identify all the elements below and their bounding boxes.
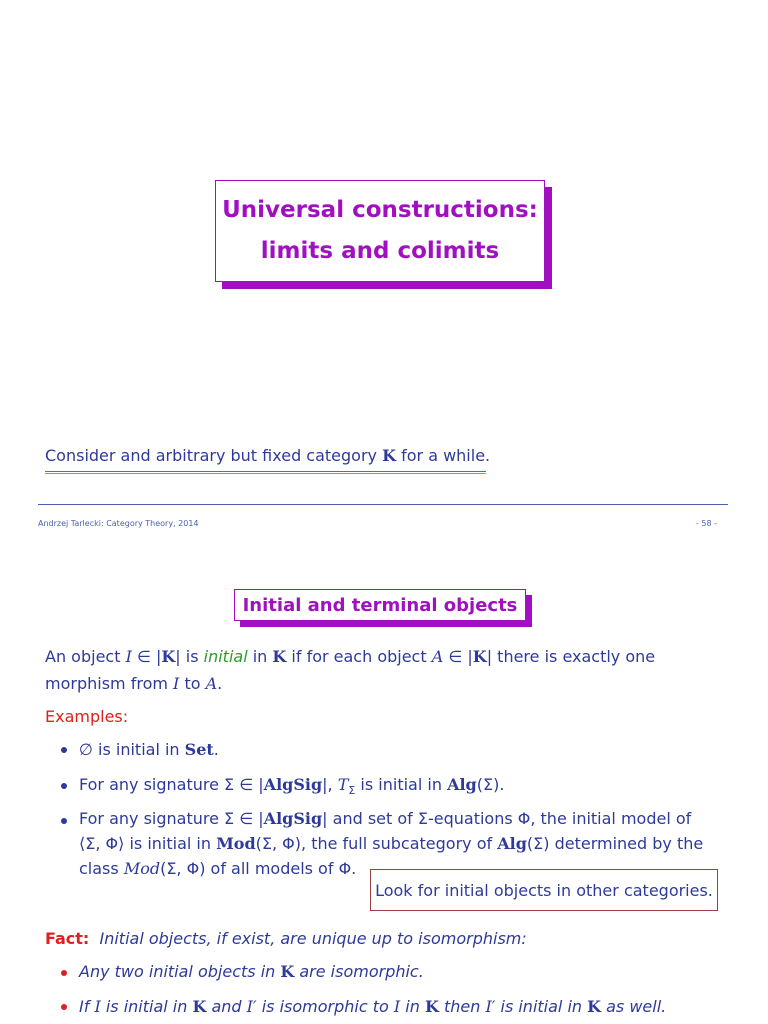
fact2-k: K — [192, 997, 207, 1016]
hint-text: Look for initial objects in other categories. — [375, 880, 713, 900]
def-text: to — [179, 674, 206, 693]
intro-text-a: Consider and arbitrary but fixed category — [45, 446, 383, 465]
fact1-text: Any two initial objects in — [79, 962, 281, 981]
section-title-line-2: limits and colimits — [260, 238, 500, 264]
ex3-text: | and set of Σ-equations Φ, the initial model of — [322, 809, 692, 828]
def-text: . — [217, 674, 223, 693]
def-math-k: K — [161, 647, 176, 666]
ex1-text: . — [213, 740, 219, 759]
example-3-line-2 — [79, 830, 729, 857]
bullet-icon — [60, 782, 68, 790]
ex1-text: ∅ is initial in — [79, 740, 185, 759]
ex2-text: is initial in — [355, 775, 448, 794]
ex2-algsig: AlgSig — [263, 775, 323, 794]
intro-text — [45, 446, 490, 465]
fact2-i-prime: I′ — [485, 997, 496, 1016]
example-2 — [79, 771, 504, 804]
ex3-text: (Σ, Φ), the full subcategory of — [255, 834, 498, 853]
ex3-text: (Σ, Φ) of all models of Φ. — [160, 859, 357, 878]
bullet-icon — [60, 1003, 68, 1011]
fact2-i-prime: I′ — [246, 997, 257, 1016]
fact1-k: K — [280, 962, 295, 981]
def-math-a: A — [205, 674, 218, 693]
footer-page-number: - 58 - — [696, 519, 718, 528]
def-math-a: A — [431, 647, 444, 666]
bullet-icon — [60, 746, 68, 754]
ex3-text: For any signature Σ ∈ | — [79, 809, 264, 828]
footer-author: Andrzej Tarlecki: Category Theory, 2014 — [38, 519, 199, 528]
def-text: if for each object — [286, 647, 432, 666]
definition-line-2 — [45, 670, 735, 697]
ex3-text: class — [79, 859, 124, 878]
fact2-k: K — [587, 997, 602, 1016]
bullet-icon — [60, 969, 68, 977]
ex2-math-t: T — [337, 775, 349, 794]
def-text: An object — [45, 647, 126, 666]
fact2-text: is initial in — [100, 997, 193, 1016]
ex3-mod: Mod — [216, 834, 256, 853]
fact1-text: are isomorphic. — [294, 962, 424, 981]
def-text: morphism from — [45, 674, 174, 693]
fact2-text: in — [400, 997, 425, 1016]
example-3-line-1 — [79, 805, 729, 832]
section-title-line-1: Universal constructions: — [222, 197, 538, 223]
ex2-text: |, — [322, 775, 338, 794]
def-text: ∈ | — [443, 647, 473, 666]
ex3-text: (Σ) determined by the — [526, 834, 704, 853]
ex2-text: (Σ). — [476, 775, 505, 794]
fact2-text: is isomorphic to — [256, 997, 394, 1016]
ex2-text: For any signature Σ ∈ | — [79, 775, 264, 794]
def-math-k: K — [272, 647, 287, 666]
fact2-text: then — [438, 997, 486, 1016]
ex3-alg: Alg — [497, 834, 527, 853]
example-1 — [79, 736, 219, 763]
ex2-subscript: Σ — [348, 784, 356, 798]
definition-paragraph — [45, 643, 735, 697]
section-title-box — [215, 180, 545, 282]
fact-item-2 — [79, 993, 759, 1020]
ex3-mod-italic: Mod — [123, 859, 161, 878]
fact-item-1 — [79, 958, 424, 985]
ex3-algsig: AlgSig — [263, 809, 323, 828]
slide-title-box — [234, 589, 526, 621]
def-math-i: I — [125, 647, 132, 666]
ex2-alg: Alg — [447, 775, 477, 794]
intro-underline — [45, 471, 486, 475]
fact2-text: and — [206, 997, 247, 1016]
fact2-i: I — [393, 997, 401, 1016]
fact2-k: K — [424, 997, 439, 1016]
def-text: | there is exactly one — [486, 647, 656, 666]
definition-line-1 — [45, 643, 735, 670]
fact2-text: is initial in — [495, 997, 588, 1016]
ex3-text: ⟨Σ, Φ⟩ is initial in — [79, 834, 217, 853]
fact2-text: as well. — [601, 997, 667, 1016]
bullet-icon — [60, 817, 68, 825]
fact2-text: If — [79, 997, 95, 1016]
fact-text: Initial objects, if exist, are unique up to isomorphism: — [99, 929, 527, 948]
examples-label: Examples: — [45, 707, 129, 726]
def-math-i: I — [173, 674, 180, 693]
fact2-i: I — [94, 997, 101, 1016]
def-text: | is — [175, 647, 204, 666]
def-term-initial: initial — [203, 647, 248, 666]
hint-box — [370, 869, 718, 911]
def-math-k: K — [472, 647, 487, 666]
intro-category-k: K — [382, 446, 397, 465]
def-text: ∈ | — [131, 647, 162, 666]
def-text: in — [247, 647, 273, 666]
intro-text-b: for a while. — [396, 446, 491, 465]
footer-divider — [38, 504, 728, 505]
slide-title: Initial and terminal objects — [242, 594, 518, 616]
fact-label: Fact: — [45, 929, 90, 948]
ex1-set: Set — [184, 740, 214, 759]
fact-line — [45, 925, 527, 952]
